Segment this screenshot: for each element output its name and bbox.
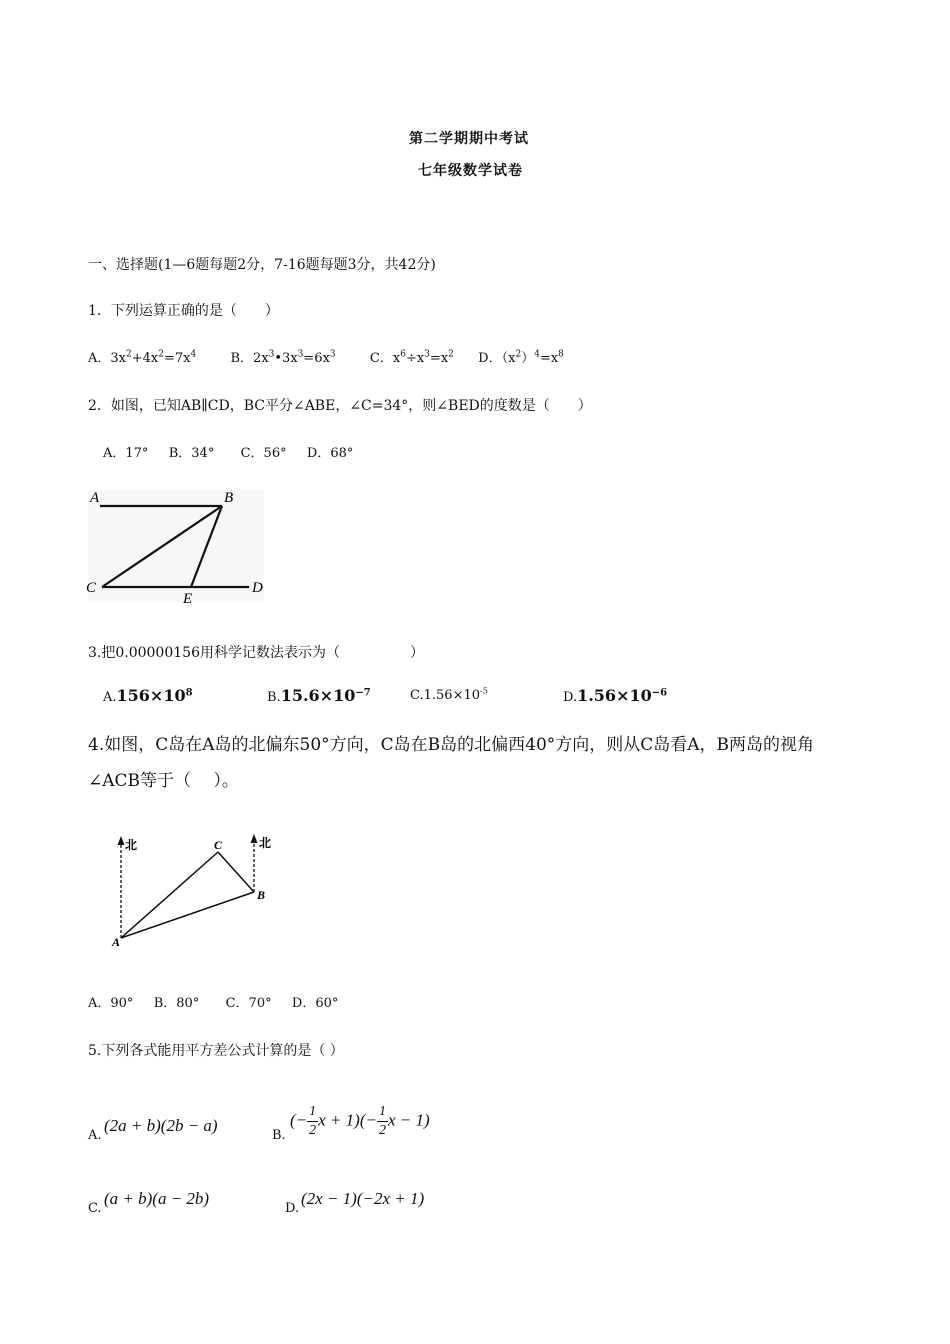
q2-option-b: B．34° [168,446,215,461]
q3-option-a: $A.156\times 10^8$ [103,686,193,705]
question-5-stem: 5.下列各式能用平方差公式计算的是（ ） [88,1043,344,1059]
q3-option-b: $B.15.6\times 10^{-7}$ [267,686,371,705]
q4-option-b: B．80° [153,996,200,1011]
north-arrow-b-icon [251,834,258,843]
segment-ab [121,892,254,938]
question-2-stem: 2．如图，已知AB∥CD，BC平分∠ABE，∠C=34°，则∠BED的度数是（ ） [88,398,592,414]
question-4-figure [108,830,278,952]
segment-ac [121,852,218,938]
q1-option-d-label: D． [478,351,502,366]
figure-label-a: A [90,490,100,506]
q5-option-b: (− $\frac{1}{2}$ x + 1)(− $\frac{1}{2}$ x − 1) [290,1104,430,1138]
q5-option-c: (a + b)(a − 2b) [104,1189,210,1208]
q5-option-a-label: A. [88,1128,102,1143]
q1-option-b: $2x^3•3x^3=6x^3$ [253,349,336,366]
question-4-options [88,992,338,1011]
question-2-options [103,442,353,461]
q1-option-b-label: B． [230,351,254,366]
question-4-stem-line-1: 4.如图，C岛在A岛的北偏东50°方向，C岛在B岛的北偏西40°方向，则从C岛看A，B两岛的视角 [88,735,815,755]
question-1-stem: 1．下列运算正确的是（ ） [88,303,279,319]
q1-option-a-label: A． [88,351,111,366]
page-title: 第二学期期中考试 [409,131,529,147]
q1-option-c-label: C． [369,351,393,366]
q5-option-c-label: C. [88,1201,102,1216]
figure-label-c: C [214,838,223,852]
q5-option-b-label: B. [272,1128,286,1143]
figure-label-e: E [183,591,193,607]
q5-option-d: (2x − 1)(−2x + 1) [301,1189,425,1208]
figure-label-c: C [86,580,97,596]
question-2-figure [84,486,270,608]
north-label-b: 北 [259,836,272,850]
question-3-stem: 3.把0.00000156用科学记数法表示为（ ） [88,645,424,661]
q4-option-d: D．60° [291,996,339,1011]
figure-label-b: B [224,490,234,506]
q2-option-a: A．17° [103,446,149,461]
figure-label-a: A [112,935,121,949]
q2-option-c: C．56° [240,446,287,461]
q5-option-d-label: D. [285,1201,300,1216]
north-label-a: 北 [125,838,138,852]
q4-option-a: A．90° [88,996,134,1011]
figure-label-d: D [252,580,263,596]
q1-option-c: $x^6\div x^3=x^2$ [392,349,454,366]
q5-option-a: (2a + b)(2b − a) [104,1116,218,1135]
q2-option-d: D．68° [306,446,354,461]
figure-label-b: B [257,888,266,902]
q3-option-c: $C.1.56\times 10^{-5}$ [410,686,488,703]
q1-option-a: $3x^2+4x^2=7x^4$ [110,349,197,366]
question-4-stem-line-2: ∠ACB等于（ ）。 [88,771,239,791]
page-subtitle: 七年级数学试卷 [418,163,523,179]
segment-cb [218,852,254,892]
section-heading: 一、选择题(1—6题每题2分，7-16题每题3分，共42分) [88,257,436,273]
q1-option-d: $(x^2)^4=x^8$ [501,349,564,366]
question-1-options [88,347,564,366]
q3-option-d: $D.1.56\times 10^{-6}$ [563,686,668,705]
north-arrow-a-icon [118,836,125,845]
q4-option-c: C．70° [225,996,272,1011]
